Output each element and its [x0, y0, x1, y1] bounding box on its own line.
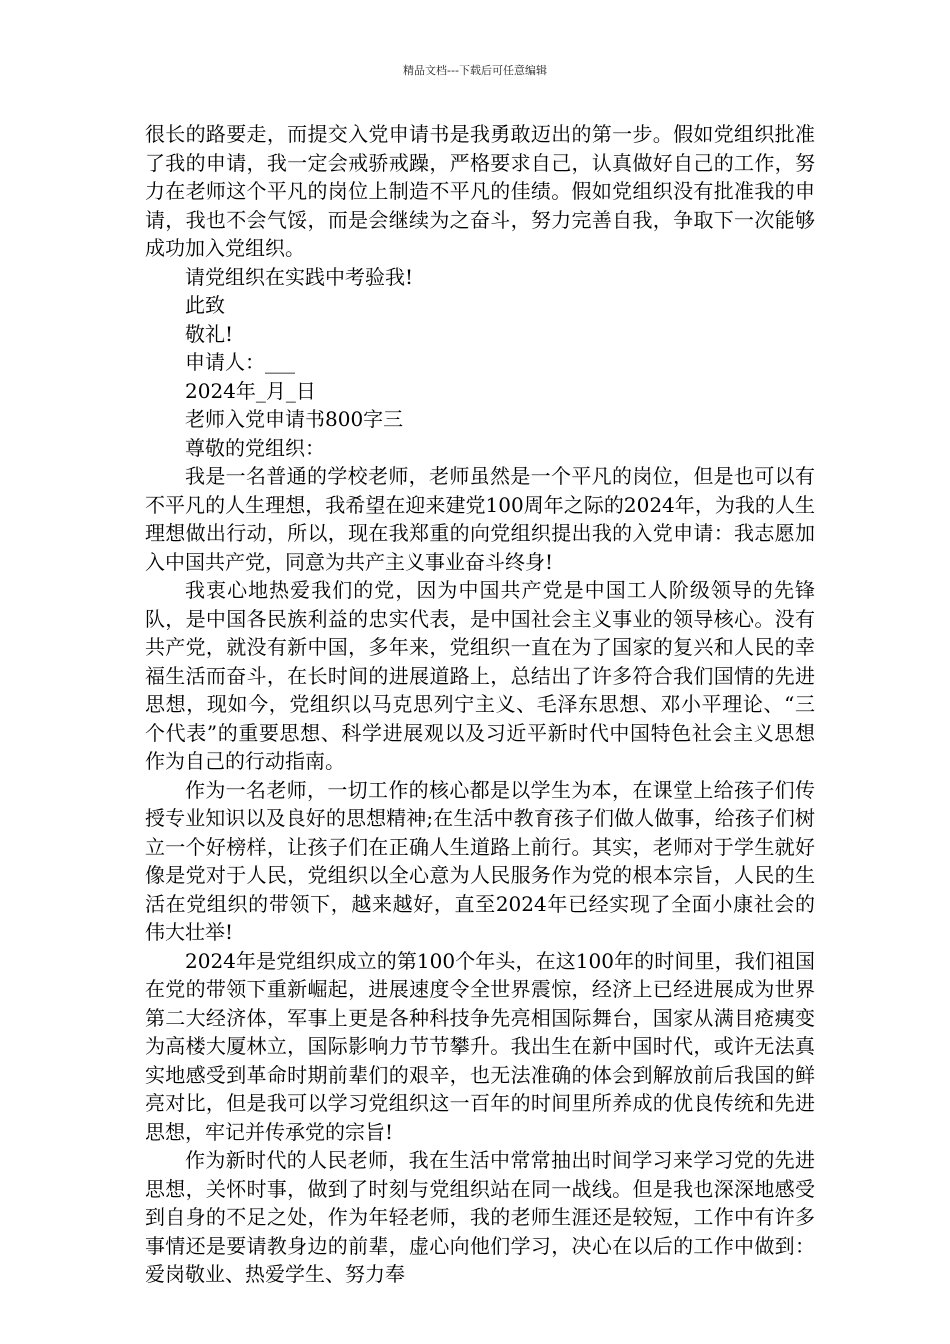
paragraph-date: 2024年_月_日: [185, 378, 316, 403]
paragraph-body-4: 2024年是党组织成立的第100个年头，在这100年的时间里，我们祖国在党的带领下重新崛起，进展速度令全世界震惊，经济上已经进展成为世界第二大经济体，军事上更是各种科技争先亮相国际舞台，国家从满目疮痍变为高楼大厦林立，国际影响力节节攀升。我出生在新中国时代，或许无法真实地感受到革命时期前辈们的艰辛，也无法准确的体会到解放前后我国的鲜亮对比，但是我可以学习党组织这一百年的时间里所养成的优良传统和先进思想，牢记并传承党的宗旨!: [145, 948, 815, 1144]
page-header-note: 精品文档---下载后可任意编辑: [403, 64, 547, 77]
paragraph-salutation-jingli: 敬礼!: [185, 321, 234, 346]
section-title: 老师入党申请书800字三: [185, 407, 404, 431]
paragraph-continuation: 很长的路要走，而提交入党申请书是我勇敢迈出的第一步。假如党组织批准了我的申请，我一定会戒骄戒躁，严格要求自己，认真做好自己的工作，努力在老师这个平凡的岗位上制造不平凡的佳绩。假如党组织没有批准我的申请，我也不会气馁，而是会继续为之奋斗，努力完善自我，争取下一次能够成功加入党组织。: [145, 122, 815, 260]
paragraph-request-test: 请党组织在实践中考验我!: [185, 264, 414, 289]
paragraph-body-1: 我是一名普通的学校老师，老师虽然是一个平凡的岗位，但是也可以有不平凡的人生理想，我希望在迎来建党100周年之际的2024年，为我的人生理想做出行动，所以，现在我郑重的向党组织提出我的入党申请：我志愿加入中国共产党，同意为共产主义事业奋斗终身!: [145, 464, 815, 574]
paragraph-body-5: 作为新时代的人民老师，我在生活中常常抽出时间学习来学习党的先进思想，关怀时事，做到了时刻与党组织站在同一战线。但是我也深深地感受到自身的不足之处，作为年轻老师，我的老师生涯还是较短，工作中有许多事情还是要请教身边的前辈，虚心向他们学习，决心在以后的工作中做到：爱岗敬业、热爱学生、努力奉: [145, 1148, 815, 1286]
paragraph-applicant: 申请人：___: [185, 350, 295, 374]
paragraph-body-3: 作为一名老师，一切工作的核心都是以学生为本，在课堂上给孩子们传授专业知识以及良好的思想精神;在生活中教育孩子们做人做事，给孩子们树立一个好榜样，让孩子们在正确人生道路上前行。其实，老师对于学生就好像是党对于人民，党组织以全心意为人民服务作为党的根本宗旨，人民的生活在党组织的带领下，越来越好，直至2024年已经实现了全面小康社会的伟大壮举!: [145, 777, 815, 944]
paragraph-salutation-cizhi: 此致: [185, 293, 225, 317]
paragraph-greeting: 尊敬的党组织：: [185, 435, 325, 460]
document-body: [145, 120, 815, 1289]
paragraph-body-2: 我衷心地热爱我们的党，因为中国共产党是中国工人阶级领导的先锋队，是中国各民族利益的忠实代表，是中国社会主义事业的领导核心。没有共产党，就没有新中国，多年来，党组织一直在为了国家的复兴和人民的幸福生活而奋斗，在长时间的进展道路上，总结出了许多符合我们国情的先进思想，现如今，党组织以马克思列宁主义、毛泽东思想、邓小平理论、“三个代表”的重要思想、科学进展观以及习近平新时代中国特色社会主义思想作为自己的行动指南。: [145, 578, 815, 773]
